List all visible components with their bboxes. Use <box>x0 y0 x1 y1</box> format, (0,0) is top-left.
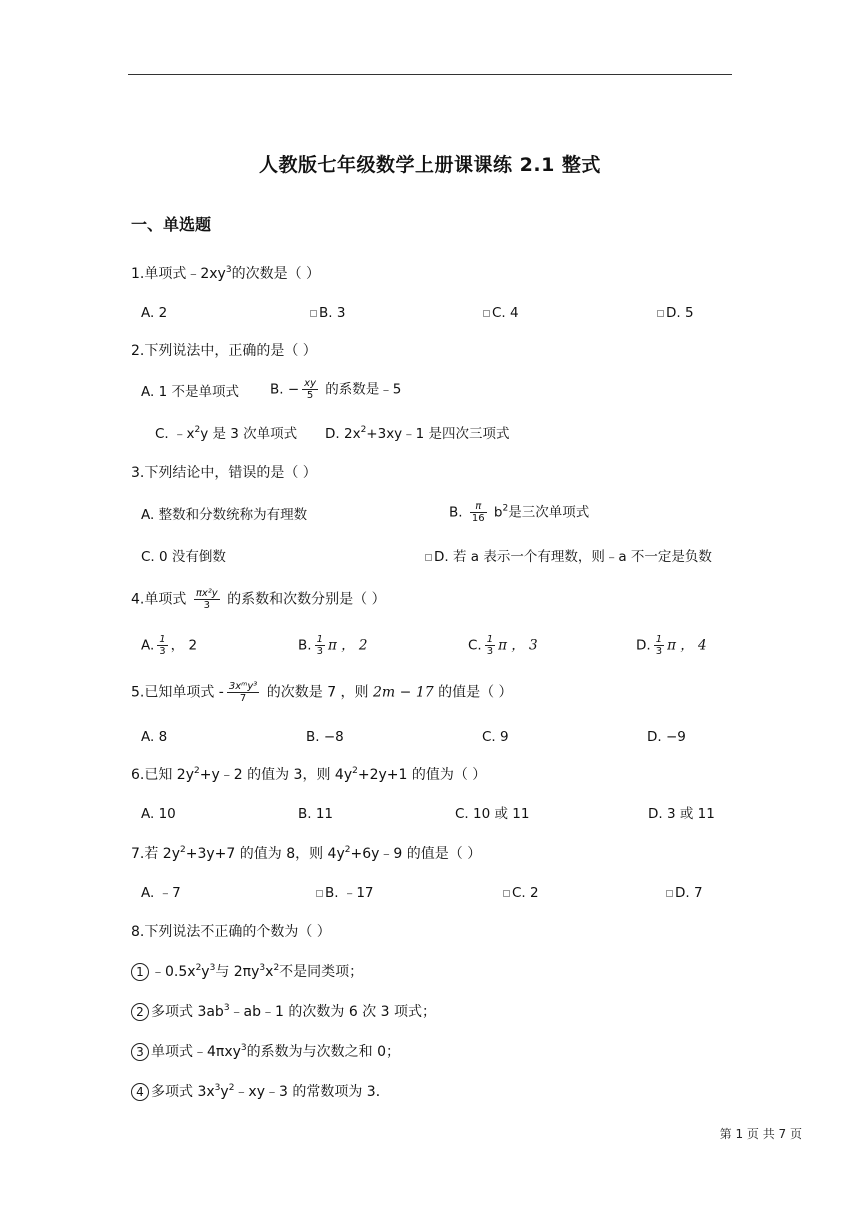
q5-option-c[interactable]: C. 9 <box>482 729 509 745</box>
circled-number: 2 <box>131 1003 149 1021</box>
q4-option-a[interactable]: A. $\frac{1}{3}$ ， 2 <box>141 634 198 657</box>
question-8-stem: 8.下列说法不正确的个数为（ ） <box>131 924 331 940</box>
q2-option-b[interactable]: B. − $\frac{xy}{5}$ 的系数是﹣5 <box>270 378 402 401</box>
q8-statement-2: 2 多项式 $3ab^3﹣ab﹣1$ 的次数为 6 次 3 项式； <box>131 1002 436 1022</box>
q5-option-b[interactable]: B. −8 <box>306 729 344 745</box>
fraction: $\frac{1}{3}$ <box>655 634 663 657</box>
question-7-stem: 7.若 $2y^2+3y+7$ 的值为 8，则 $4y^2+6y﹣9$ 的值是（ ） <box>131 845 482 862</box>
q3-option-d[interactable]: D. 若 a 表示一个有理数，则﹣a 不一定是负数 <box>425 547 712 567</box>
q3-option-b[interactable]: B. $\frac{\pi}{16}$ $b^2$是三次单项式 <box>449 501 590 524</box>
fraction: $\frac{xy}{5}$ <box>304 378 316 401</box>
page-footer: 第 1 页 共 7 页 <box>719 1127 802 1141</box>
q7-option-c[interactable]: C. 2 <box>503 883 539 903</box>
q4-option-d[interactable]: D. $\frac{1}{3}$ π ， 4 <box>636 634 707 657</box>
q2-option-d[interactable]: D. $2x^2+3xy﹣1$ 是四次三项式 <box>325 425 510 442</box>
q7-option-a[interactable]: A. ﹣7 <box>141 885 181 901</box>
marker-icon <box>503 890 510 897</box>
fraction: $\frac{1}{3}$ <box>159 634 166 657</box>
q6-option-d[interactable]: D. 3 或 11 <box>648 806 715 822</box>
question-1-stem: 1.单项式$﹣2xy^3$的次数是（ ） <box>131 265 321 282</box>
q4-option-c[interactable]: C. $\frac{1}{3}$ π ， 3 <box>468 634 538 657</box>
question-6-stem: 6.已知 $2y^2+y﹣2$ 的值为 3，则 $4y^2+2y+1$ 的值为（ ） <box>131 766 487 783</box>
fraction: $\frac{\text{πx²y}}{3}$ <box>195 588 218 611</box>
q1-option-b[interactable]: B. 3 <box>310 303 345 323</box>
question-2-stem: 2.下列说法中，正确的是（ ） <box>131 343 317 359</box>
question-5-stem: 5.已知单项式 - $\frac{\text{3xᵐy³}}{7}$ 的次数是 7 ，则 2m − 17 的值是（ ） <box>131 681 513 704</box>
section-heading: 一、单选题 <box>131 215 212 234</box>
fraction: $\frac{\pi}{16}$ <box>471 501 485 524</box>
q3-option-c[interactable]: C. 0 没有倒数 <box>141 549 226 565</box>
circled-number: 1 <box>131 963 149 981</box>
circled-number: 3 <box>131 1043 149 1061</box>
q2-option-c[interactable]: C. $﹣x^2y$ 是 3 次单项式 <box>155 425 298 442</box>
q8-statement-4: 4 多项式 $3x^3y^2﹣xy﹣3$ 的常数项为 3． <box>131 1082 390 1102</box>
marker-icon <box>310 310 317 317</box>
marker-icon <box>666 890 673 897</box>
q5-option-a[interactable]: A. 8 <box>141 729 168 745</box>
q6-option-a[interactable]: A. 10 <box>141 806 176 822</box>
q1-option-d[interactable]: D. 5 <box>657 303 694 323</box>
question-4-stem: 4.单项式 $\frac{\text{πx²y}}{3}$ 的系数和次数分别是（ ） <box>131 588 386 611</box>
q8-statement-3: 3 单项式﹣4πxy$^3$的系数为与次数之和 0； <box>131 1042 400 1062</box>
question-3-stem: 3.下列结论中，错误的是（ ） <box>131 465 317 481</box>
q5-option-d[interactable]: D. −9 <box>647 729 686 745</box>
fraction: $\frac{1}{3}$ <box>486 634 494 657</box>
fraction: $\frac{\text{3xᵐy³}}{7}$ <box>228 681 258 704</box>
q3-option-a[interactable]: A. 整数和分数统称为有理数 <box>141 507 308 523</box>
header-rule <box>128 74 732 75</box>
q4-option-b[interactable]: B. $\frac{1}{3}$ π ， 2 <box>298 634 368 657</box>
q1-option-c[interactable]: C. 4 <box>483 303 519 323</box>
q7-option-b[interactable]: B. ﹣17 <box>316 883 374 903</box>
marker-icon <box>657 310 664 317</box>
q2-option-a[interactable]: A. 1 不是单项式 <box>141 384 239 400</box>
marker-icon <box>316 890 323 897</box>
circled-number: 4 <box>131 1083 149 1101</box>
marker-icon <box>425 554 432 561</box>
q7-option-d[interactable]: D. 7 <box>666 883 703 903</box>
q6-option-b[interactable]: B. 11 <box>298 806 334 822</box>
marker-icon <box>483 310 490 317</box>
q8-statement-1: 1 $﹣0.5x^2y^3$与 $2\pi y^3x^2$不是同类项； <box>131 962 363 982</box>
q1-option-a[interactable]: A. 2 <box>141 305 168 321</box>
page-title: 人教版七年级数学上册课课练 2.1 整式 <box>259 154 601 176</box>
fraction: $\frac{1}{3}$ <box>316 634 323 657</box>
q6-option-c[interactable]: C. 10 或 11 <box>455 806 530 822</box>
